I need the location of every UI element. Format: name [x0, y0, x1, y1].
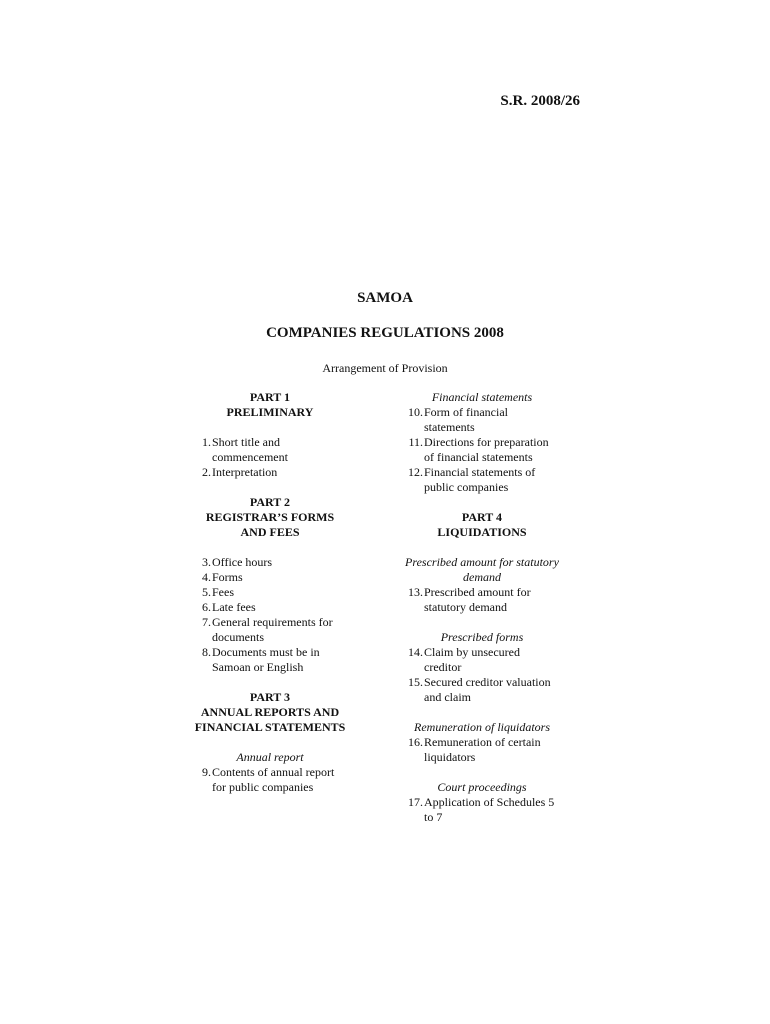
toc-item[interactable]	[180, 435, 360, 465]
part-label: PART 1	[249, 390, 291, 404]
part-label: PART 2	[249, 495, 291, 509]
toc-item[interactable]	[180, 600, 360, 615]
item-text: Claim by unsecured creditor	[424, 645, 520, 674]
item-number: 2.	[202, 465, 211, 479]
toc-item[interactable]	[180, 555, 360, 570]
toc-item[interactable]	[392, 405, 572, 435]
item-number: 13.	[408, 585, 423, 599]
item-number: 3.	[202, 555, 211, 569]
item-number: 17.	[408, 795, 423, 809]
item-text: Documents must be in Samoan or English	[212, 645, 320, 674]
toc-item[interactable]	[392, 645, 572, 675]
item-number: 14.	[408, 645, 423, 659]
toc-item[interactable]	[392, 435, 572, 465]
item-text: Form of financial statements	[424, 405, 508, 434]
prescribed-forms-heading: Prescribed forms	[440, 630, 524, 644]
item-text: Secured creditor valuation and claim	[424, 675, 551, 704]
item-text: Application of Schedules 5 to 7	[424, 795, 555, 824]
item-number: 7.	[202, 615, 211, 629]
toc-item[interactable]	[392, 795, 572, 825]
country-heading: SAMOA	[357, 290, 413, 306]
part-3-heading	[180, 690, 360, 735]
item-number: 11.	[408, 435, 423, 449]
toc-item[interactable]	[180, 465, 360, 480]
item-text: Remuneration of certain liquidators	[424, 735, 541, 764]
right-column	[392, 390, 572, 825]
item-text: Fees	[212, 585, 234, 599]
left-column	[180, 390, 360, 795]
item-text: Prescribed amount for statutory demand	[424, 585, 531, 614]
toc-item[interactable]	[180, 585, 360, 600]
court-proceedings-heading: Court proceedings	[437, 780, 527, 794]
part-title-cont: AND FEES	[240, 525, 300, 539]
item-number: 10.	[408, 405, 423, 419]
item-text: Office hours	[212, 555, 273, 569]
part-2-heading	[180, 495, 360, 540]
item-number: 6.	[202, 600, 211, 614]
item-text: Directions for preparation of financial statements	[424, 435, 549, 464]
part-title: ANNUAL REPORTS AND	[200, 705, 340, 719]
financial-statements-heading: Financial statements	[431, 390, 533, 404]
annual-report-heading: Annual report	[236, 750, 304, 764]
remuneration-heading: Remuneration of liquidators	[414, 720, 550, 734]
toc-item[interactable]	[180, 765, 360, 795]
item-text: Financial statements of public companies	[424, 465, 536, 494]
document-title: COMPANIES REGULATIONS 2008	[266, 325, 504, 341]
item-number: 1.	[202, 435, 211, 449]
item-number: 5.	[202, 585, 211, 599]
item-text: Short title and commencement	[212, 435, 288, 464]
item-number: 9.	[202, 765, 211, 779]
part-4-heading	[392, 510, 572, 540]
statutory-demand-heading: Prescribed amount for statutory demand	[405, 555, 559, 584]
item-number: 12.	[408, 465, 423, 479]
toc-item[interactable]	[392, 675, 572, 705]
part-title: LIQUIDATIONS	[437, 525, 527, 539]
part-title: PRELIMINARY	[226, 405, 314, 419]
toc-item[interactable]	[392, 735, 572, 765]
item-text: General requirements for documents	[212, 615, 333, 644]
document-reference: S.R. 2008/26	[500, 93, 580, 109]
item-number: 4.	[202, 570, 211, 584]
part-title-cont: FINANCIAL STATEMENTS	[194, 720, 346, 734]
toc-item[interactable]	[180, 570, 360, 585]
toc-item[interactable]	[392, 585, 572, 615]
part-label: PART 4	[461, 510, 503, 524]
toc-item[interactable]	[180, 615, 360, 645]
toc-item[interactable]	[180, 645, 360, 675]
toc-item[interactable]	[392, 465, 572, 495]
item-number: 16.	[408, 735, 423, 749]
part-1-heading	[180, 390, 360, 420]
item-number: 15.	[408, 675, 423, 689]
part-title: REGISTRAR’S FORMS	[205, 510, 335, 524]
item-text: Forms	[212, 570, 243, 584]
item-number: 8.	[202, 645, 211, 659]
arrangement-subtitle: Arrangement of Provision	[322, 361, 448, 375]
item-text: Late fees	[212, 600, 256, 614]
part-label: PART 3	[249, 690, 291, 704]
item-text: Interpretation	[212, 465, 278, 479]
item-text: Contents of annual report for public companies	[212, 765, 335, 794]
